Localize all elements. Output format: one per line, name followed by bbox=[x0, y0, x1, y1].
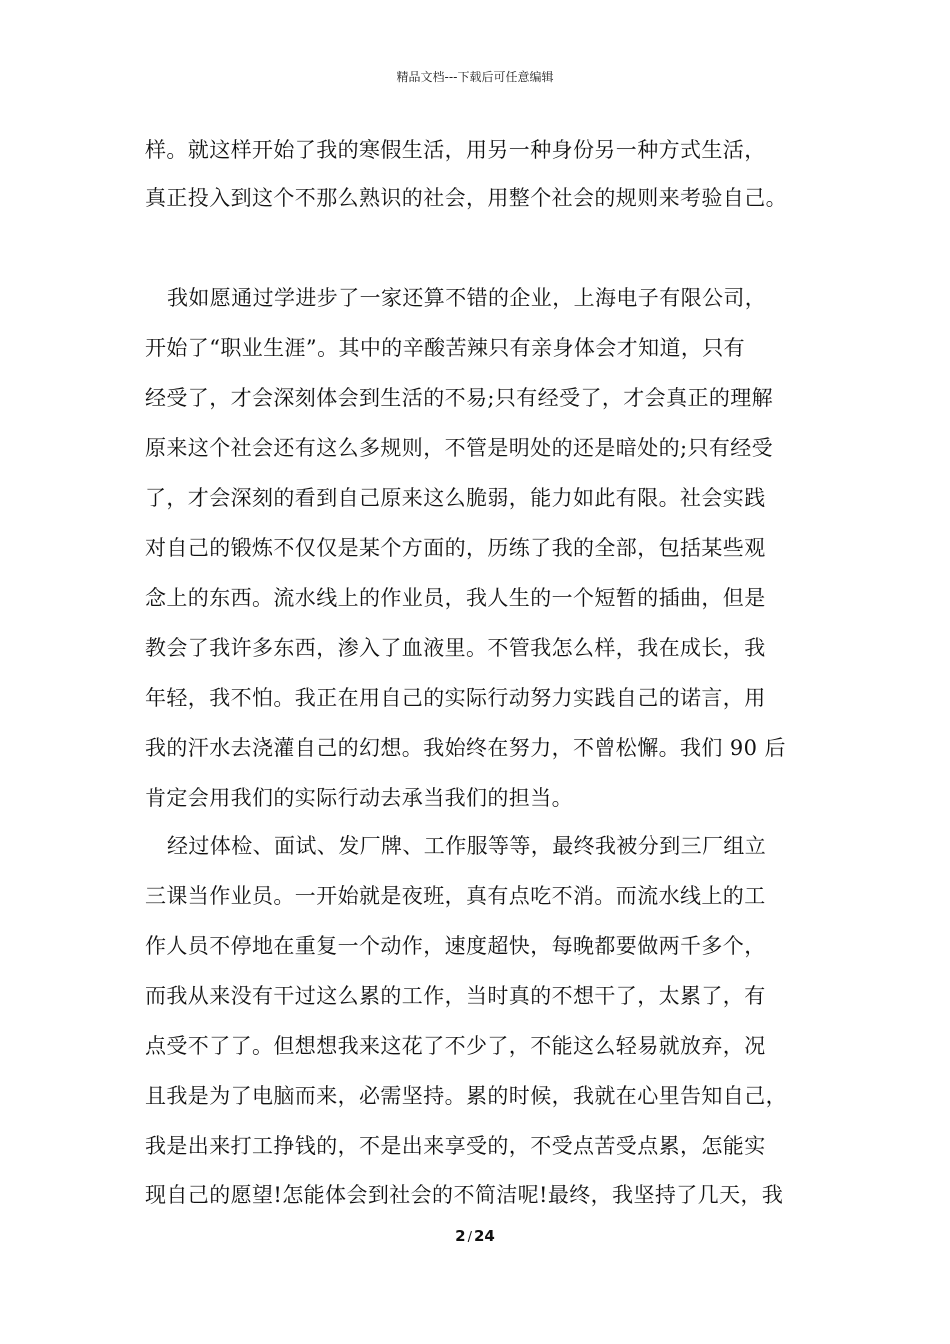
text-line: 我的汗水去浇灌自己的幻想。我始终在努力，不曾松懈。我们 90 后 bbox=[145, 736, 786, 760]
text-line: 原来这个社会还有这么多规则，不管是明处的还是暗处的;只有经受 bbox=[145, 436, 774, 460]
text-line: 经受了，才会深刻体会到生活的不易;只有经受了，才会真正的理解 bbox=[145, 386, 774, 410]
text-line: 三课当作业员。一开始就是夜班，真有点吃不消。而流水线上的工 bbox=[145, 884, 766, 908]
text-line: 且我是为了电脑而来，必需坚持。累的时候，我就在心里告知自己， bbox=[145, 1084, 787, 1108]
text-line: 年轻，我不怕。我正在用自己的实际行动努力实践自己的诺言，用 bbox=[145, 686, 766, 710]
text-line: 我是出来打工挣钱的，不是出来享受的，不受点苦受点累，怎能实 bbox=[145, 1134, 766, 1158]
text-line: 现自己的愿望!怎能体会到社会的不简洁呢!最终，我坚持了几天，我 bbox=[145, 1183, 784, 1207]
text-line: 了，才会深刻的看到自己原来这么脆弱，能力如此有限。社会实践 bbox=[145, 486, 766, 510]
text-line: 真正投入到这个不那么熟识的社会，用整个社会的规则来考验自己。 bbox=[145, 186, 787, 210]
text-line: 样。就这样开始了我的寒假生活，用另一种身份另一种方式生活， bbox=[145, 138, 766, 162]
text-line: 对自己的锻炼不仅仅是某个方面的，历练了我的全部，包括某些观 bbox=[145, 536, 766, 560]
text-line: 肯定会用我们的实际行动去承当我们的担当。 bbox=[145, 786, 573, 810]
page-separator: / bbox=[467, 1230, 472, 1245]
text-line: 而我从来没有干过这么累的工作，当时真的不想干了，太累了，有 bbox=[145, 984, 766, 1008]
text-line: 作人员不停地在重复一个动作，速度超快，每晚都要做两千多个， bbox=[145, 934, 766, 958]
page-total: 24 bbox=[473, 1227, 495, 1245]
paragraph-start-line: 我如愿通过学进步了一家还算不错的企业，上海电子有限公司， bbox=[167, 286, 767, 310]
text-line: 开始了“职业生涯”。其中的辛酸苦辣只有亲身体会才知道，只有 bbox=[145, 336, 746, 360]
text-line: 念上的东西。流水线上的作业员，我人生的一个短暂的插曲，但是 bbox=[145, 586, 766, 610]
page-current: 2 bbox=[455, 1227, 466, 1245]
paragraph-start-line: 经过体检、面试、发厂牌、工作服等等，最终我被分到三厂组立 bbox=[167, 834, 767, 858]
text-line: 点受不了了。但想想我来这花了不少了，不能这么轻易就放弃，况 bbox=[145, 1034, 766, 1058]
page-number bbox=[0, 1227, 950, 1245]
text-line: 教会了我许多东西，渗入了血液里。不管我怎么样，我在成长，我 bbox=[145, 636, 766, 660]
page-header: 精品文档---下载后可任意编辑 bbox=[396, 70, 554, 84]
